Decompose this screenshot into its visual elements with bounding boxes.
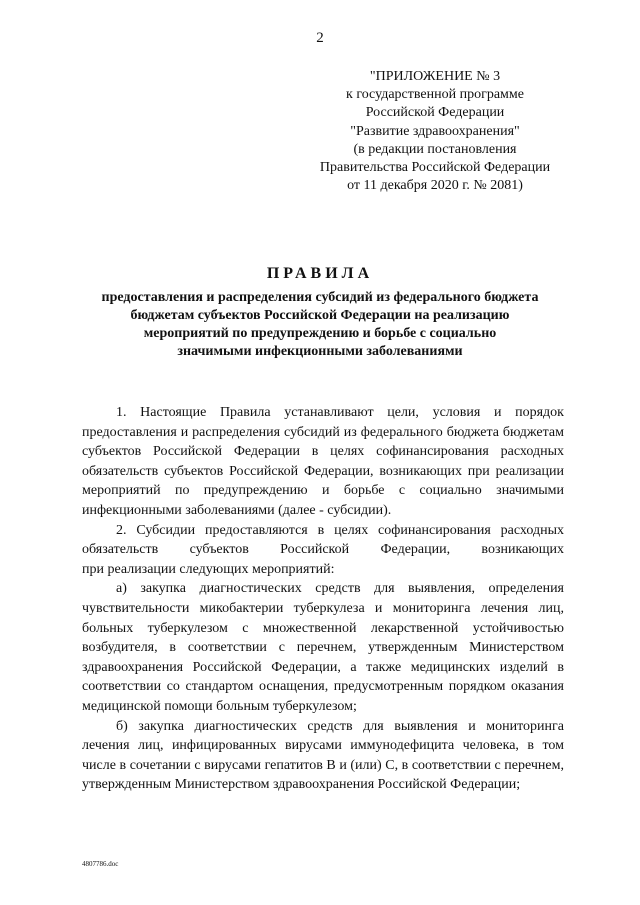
rules-subtitle-line: значимыми инфекционными заболеваниями xyxy=(177,344,463,359)
rules-title: ПРАВИЛА xyxy=(266,265,374,282)
annex-line: к государственной программе xyxy=(346,87,524,103)
annex-line: (в редакции постановления xyxy=(353,141,517,157)
annex-header xyxy=(300,68,570,195)
page-number: 2 xyxy=(316,30,324,46)
document-body xyxy=(82,403,564,795)
paragraph-2-line-1: 2. Субсидии предоставляются в целях софинансирования расходных xyxy=(116,522,564,538)
paragraph-2-line-2: обязательств субъектов Российской Федерации, возникающих xyxy=(82,542,564,558)
rules-subtitle-line: мероприятий по предупреждению и борьбе с социально xyxy=(143,326,497,341)
rules-subtitle xyxy=(60,289,580,361)
annex-line: Российской Федерации xyxy=(365,105,505,121)
rules-subtitle-line: предоставления и распределения субсидий из федерального бюджета xyxy=(101,290,539,305)
paragraph-2-line-3: при реализации следующих мероприятий: xyxy=(82,561,335,577)
annex-line: "Развитие здравоохранения" xyxy=(350,123,520,139)
rules-subtitle-line: бюджетам субъектов Российской Федерации на реализацию xyxy=(130,308,510,323)
paragraph-b: б) закупка диагностических средств для выявления и мониторинга лечения лиц, инфицированных вирусами иммунодефицита человека, в том числе в сочетании с вирусами гепатитов B и (или) C, в соответствии с перечнем, утвержденным Министерством здравоохранения Российской Федерации; xyxy=(82,718,564,793)
annex-line: Правительства Российской Федерации xyxy=(319,160,551,176)
annex-line: "ПРИЛОЖЕНИЕ № 3 xyxy=(369,69,501,84)
footer-file-name: 4807786.doc xyxy=(82,860,119,868)
paragraph-a: а) закупка диагностических средств для выявления, определения чувствительности микобактерии туберкулеза и мониторинга лечения лиц, больных туберкулезом с множественной лекарственной устойчивостью возбудителя, в соответствии с перечнем, утвержденным Министерством здравоохранения Российской Федерации, а также медицинских изделий в соответствии со стандартом оснащения, предусмотренным порядком оказания медицинской помощи больным туберкулезом; xyxy=(82,581,564,714)
paragraph-1: 1. Настоящие Правила устанавливают цели, условия и порядок предоставления и распределения субсидий из федерального бюджета бюджетам субъектов Российской Федерации в целях софинансирования расходных обязательств субъектов Российской Федерации, возникающих при реализации мероприятий по предупреждению и борьбе с социально значимыми инфекционными заболеваниями (далее - субсидии). xyxy=(82,405,564,518)
annex-line: от 11 декабря 2020 г. № 2081) xyxy=(347,178,523,194)
